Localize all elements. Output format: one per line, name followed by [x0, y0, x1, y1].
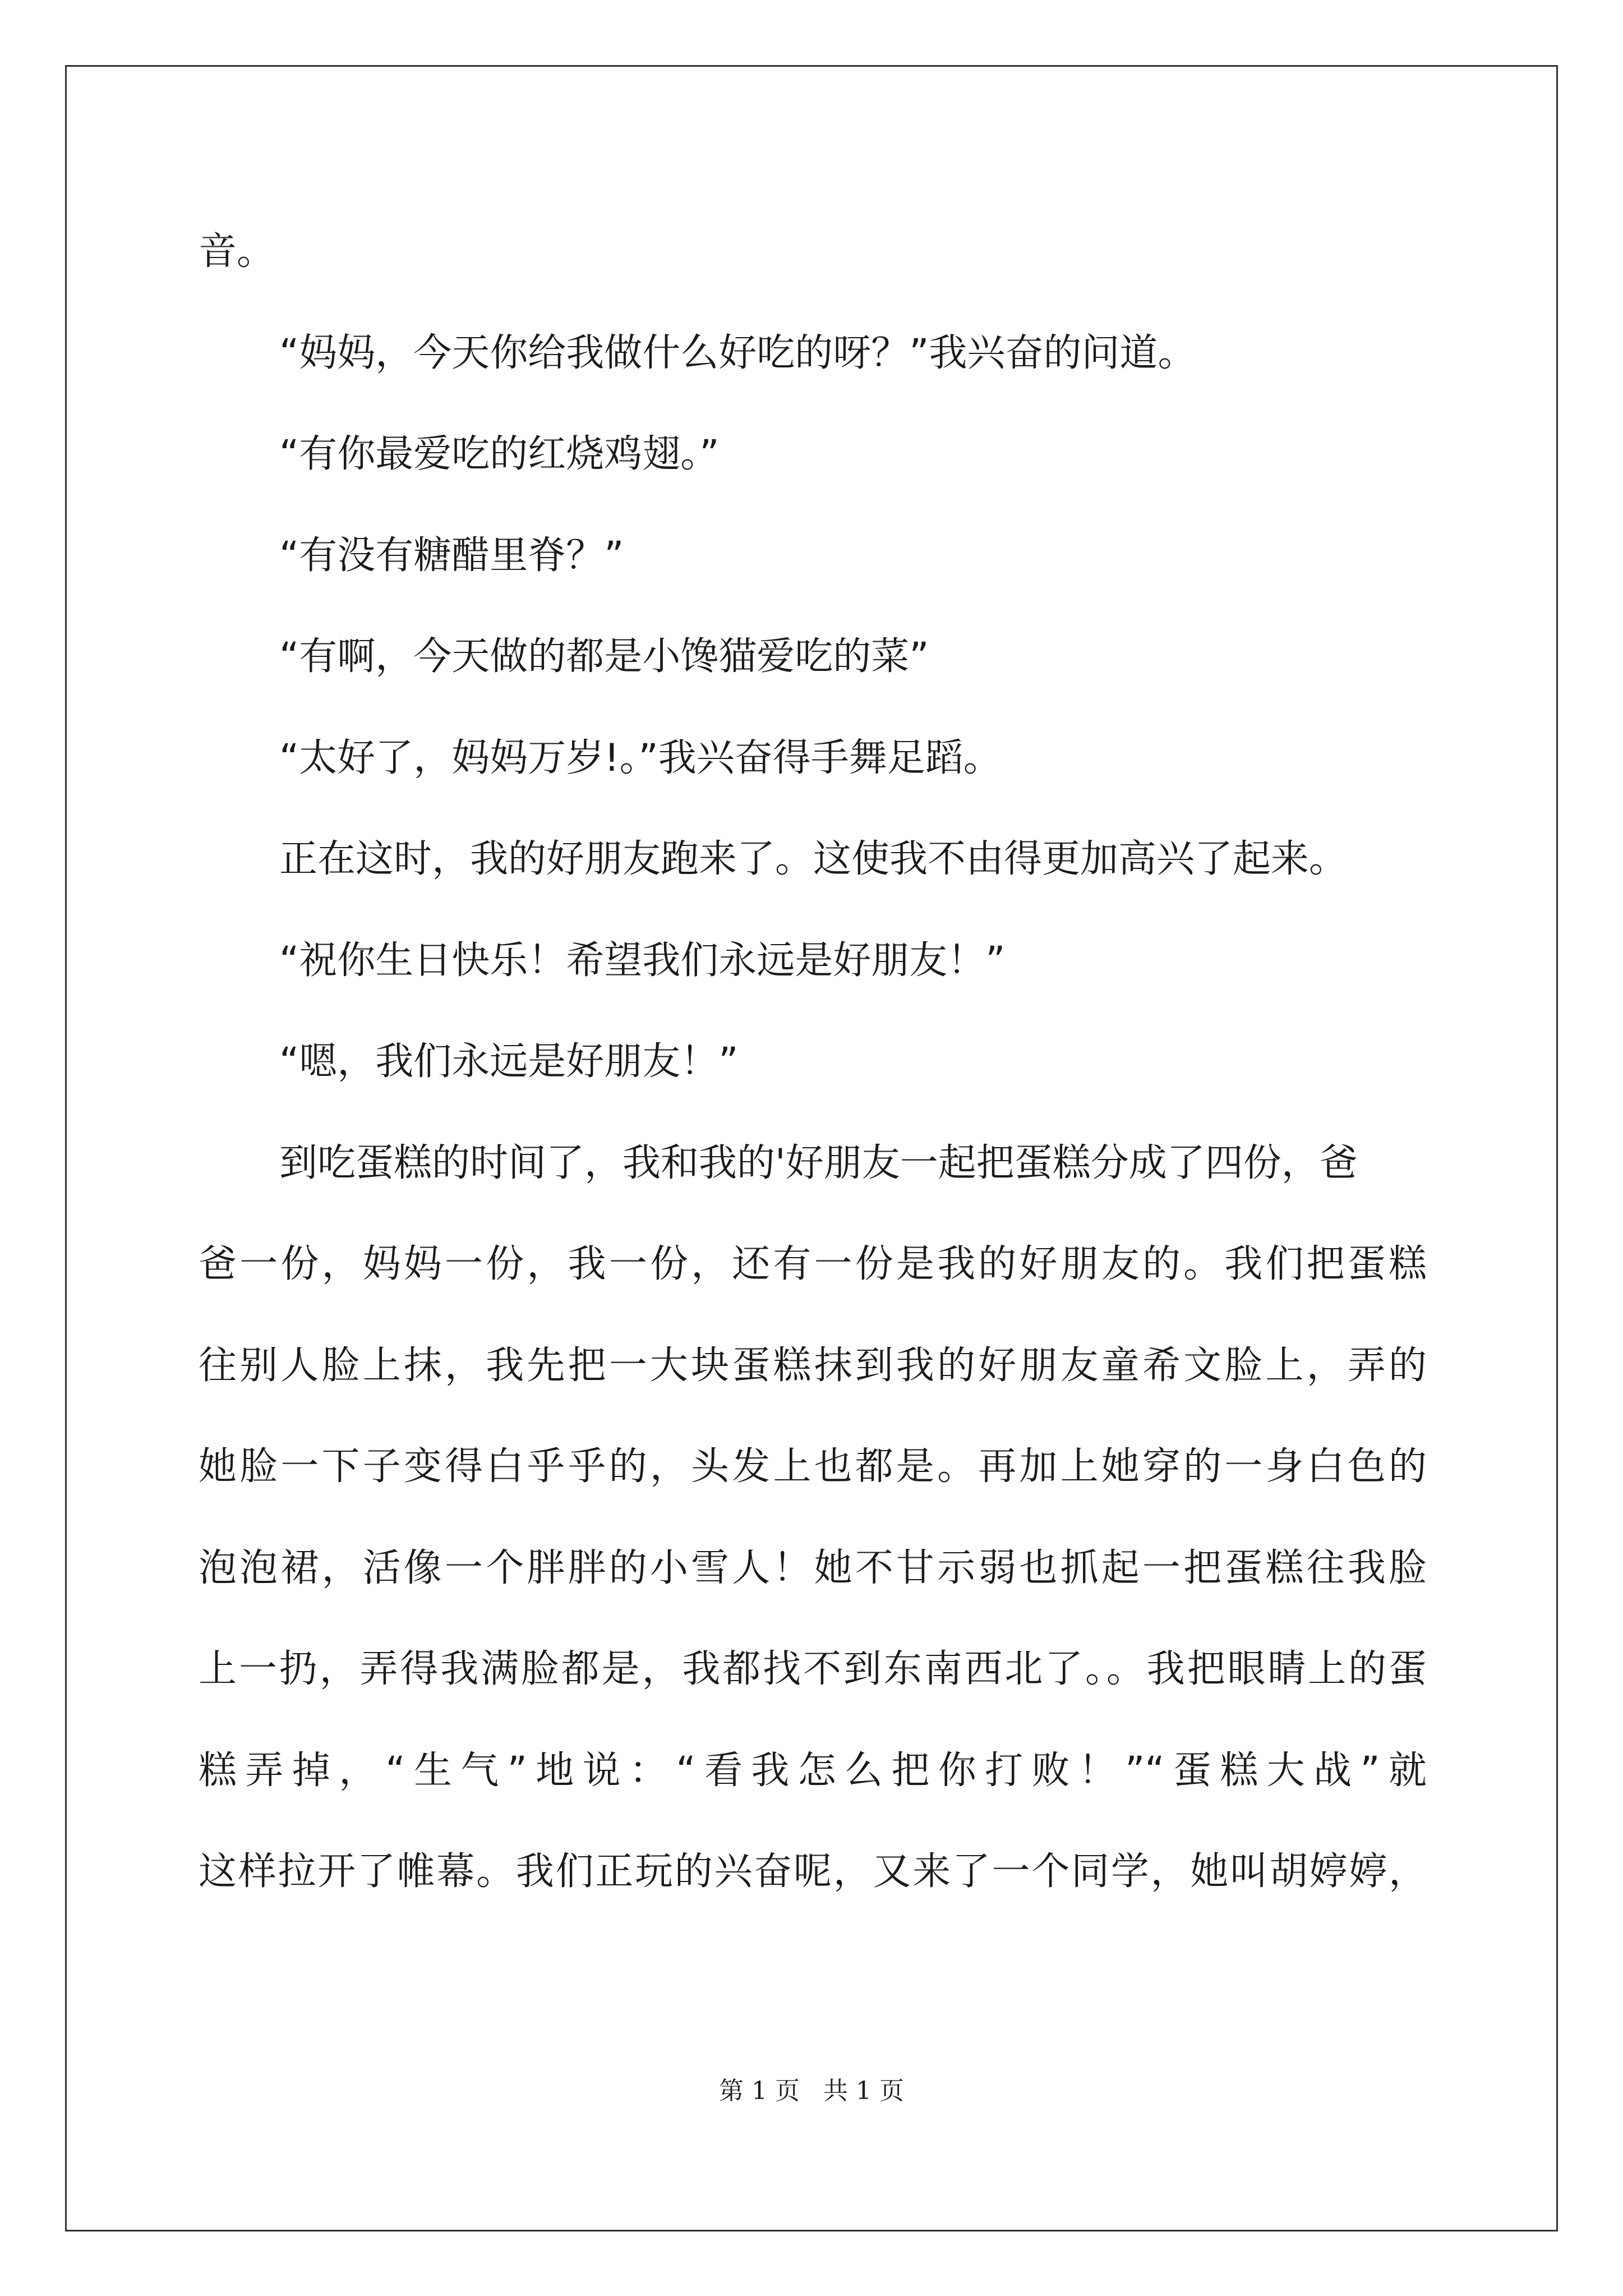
text-line: 爸一份，妈妈一份，我一份，还有一份是我的好朋友的。我们把蛋糕: [199, 1242, 1427, 1286]
text-line: 音。: [199, 229, 275, 274]
text-line: “嗯，我们永远是好朋友！”: [279, 1039, 739, 1084]
text-line: 上一扔，弄得我满脸都是，我都找不到东南西北了。。我把眼睛上的蛋: [199, 1647, 1427, 1691]
text-line: 往别人脸上抹，我先把一大块蛋糕抹到我的好朋友童希文脸上，弄的: [199, 1343, 1427, 1388]
text-line: 泡泡裙，活像一个胖胖的小雪人！她不甘示弱也抓起一把蛋糕往我脸: [199, 1546, 1427, 1590]
text-line: “有你最爱吃的红烧鸡翅。”: [279, 432, 720, 476]
text-line: 到吃蛋糕的时间了，我和我的'好朋友一起把蛋糕分成了四份，爸: [279, 1141, 1358, 1185]
text-line: 这样拉开了帷幕。我们正玩的兴奋呢，又来了一个同学，她叫胡婷婷，: [199, 1849, 1427, 1894]
text-line: “有啊，今天做的都是小馋猫爱吃的菜”: [279, 634, 929, 679]
text-line: “妈妈，今天你给我做什么好吃的呀？”我兴奋的问道。: [279, 331, 1196, 375]
text-line: 她脸一下子变得白乎乎的，头发上也都是。再加上她穿的一身白色的: [199, 1444, 1427, 1489]
text-line: “祝你生日快乐！希望我们永远是好朋友！”: [279, 938, 1006, 983]
text-line: 正在这时，我的好朋友跑来了。这使我不由得更加高兴了起来。: [279, 837, 1348, 881]
page-number-footer: 第 1 页 共 1 页: [719, 2077, 904, 2105]
text-line: “有没有糖醋里脊？”: [279, 533, 624, 578]
text-line: 糕弄掉，“生气”地说：“看我怎么把你打败！”“蛋糕大战”就: [199, 1749, 1427, 1793]
text-line: “太好了，妈妈万岁!。”我兴奋得手舞足蹈。: [279, 736, 1002, 780]
